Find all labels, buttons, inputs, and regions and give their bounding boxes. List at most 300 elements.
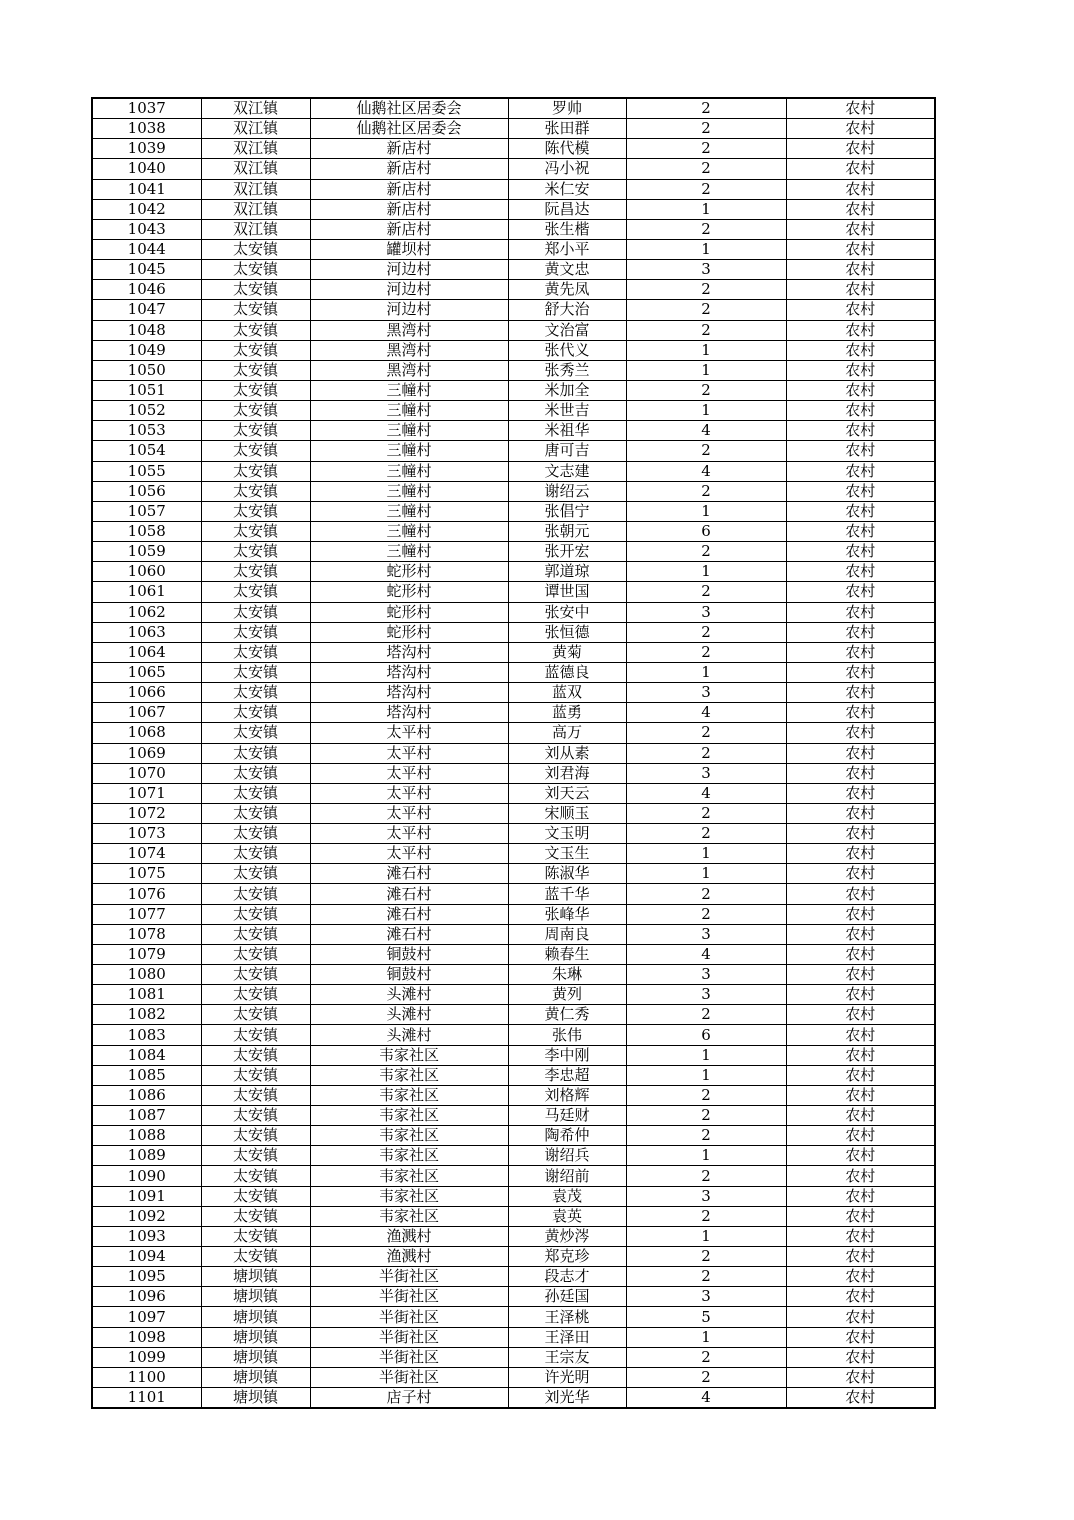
serial-number-cell: 1078 [92, 924, 201, 944]
table-row [92, 98, 935, 119]
category-cell: 农村 [786, 803, 935, 823]
town-cell: 太安镇 [201, 683, 310, 703]
table-row [92, 763, 935, 783]
village-cell: 渔溅村 [310, 1247, 508, 1267]
town-cell: 太安镇 [201, 1226, 310, 1246]
serial-number-cell: 1082 [92, 1005, 201, 1025]
table-row [92, 1126, 935, 1146]
name-cell: 宋顺玉 [508, 803, 626, 823]
town-cell: 太安镇 [201, 884, 310, 904]
town-cell: 塘坝镇 [201, 1367, 310, 1387]
village-cell: 韦家社区 [310, 1186, 508, 1206]
village-cell: 三幢村 [310, 521, 508, 541]
serial-number-cell: 1042 [92, 199, 201, 219]
household-size-cell: 1 [626, 562, 786, 582]
town-cell: 太安镇 [201, 1025, 310, 1045]
category-cell: 农村 [786, 1065, 935, 1085]
category-cell: 农村 [786, 320, 935, 340]
category-cell: 农村 [786, 421, 935, 441]
household-size-cell: 1 [626, 1226, 786, 1246]
category-cell: 农村 [786, 924, 935, 944]
table-row [92, 924, 935, 944]
town-cell: 太安镇 [201, 582, 310, 602]
village-cell: 太平村 [310, 824, 508, 844]
name-cell: 刘格辉 [508, 1085, 626, 1105]
table-row [92, 824, 935, 844]
village-cell: 罐坝村 [310, 239, 508, 259]
village-cell: 滩石村 [310, 864, 508, 884]
town-cell: 太安镇 [201, 340, 310, 360]
town-cell: 太安镇 [201, 300, 310, 320]
town-cell: 太安镇 [201, 542, 310, 562]
serial-number-cell: 1090 [92, 1166, 201, 1186]
serial-number-cell: 1072 [92, 803, 201, 823]
household-size-cell: 3 [626, 602, 786, 622]
town-cell: 太安镇 [201, 461, 310, 481]
village-cell: 半街社区 [310, 1367, 508, 1387]
town-cell: 太安镇 [201, 723, 310, 743]
table-row [92, 199, 935, 219]
table-row [92, 1247, 935, 1267]
name-cell: 文治富 [508, 320, 626, 340]
category-cell: 农村 [786, 965, 935, 985]
town-cell: 太安镇 [201, 924, 310, 944]
table-row [92, 501, 935, 521]
category-cell: 农村 [786, 743, 935, 763]
table-row [92, 642, 935, 662]
village-cell: 铜鼓村 [310, 944, 508, 964]
serial-number-cell: 1050 [92, 360, 201, 380]
village-cell: 韦家社区 [310, 1166, 508, 1186]
category-cell: 农村 [786, 1388, 935, 1409]
village-cell: 韦家社区 [310, 1106, 508, 1126]
category-cell: 农村 [786, 1005, 935, 1025]
town-cell: 太安镇 [201, 1166, 310, 1186]
table-row [92, 1106, 935, 1126]
town-cell: 双江镇 [201, 139, 310, 159]
name-cell: 陈代模 [508, 139, 626, 159]
table-row [92, 119, 935, 139]
serial-number-cell: 1071 [92, 783, 201, 803]
name-cell: 刘君海 [508, 763, 626, 783]
serial-number-cell: 1061 [92, 582, 201, 602]
town-cell: 太安镇 [201, 501, 310, 521]
name-cell: 张安中 [508, 602, 626, 622]
category-cell: 农村 [786, 1287, 935, 1307]
town-cell: 太安镇 [201, 602, 310, 622]
serial-number-cell: 1081 [92, 985, 201, 1005]
serial-number-cell: 1094 [92, 1247, 201, 1267]
town-cell: 太安镇 [201, 1085, 310, 1105]
town-cell: 太安镇 [201, 239, 310, 259]
serial-number-cell: 1044 [92, 239, 201, 259]
household-size-cell: 3 [626, 260, 786, 280]
table-row [92, 1186, 935, 1206]
category-cell: 农村 [786, 1146, 935, 1166]
village-cell: 河边村 [310, 300, 508, 320]
table-row [92, 1166, 935, 1186]
town-cell: 太安镇 [201, 1186, 310, 1206]
household-size-cell: 6 [626, 521, 786, 541]
category-cell: 农村 [786, 1045, 935, 1065]
serial-number-cell: 1100 [92, 1367, 201, 1387]
name-cell: 赖春生 [508, 944, 626, 964]
household-size-cell: 2 [626, 582, 786, 602]
household-size-cell: 4 [626, 461, 786, 481]
name-cell: 许光明 [508, 1367, 626, 1387]
village-cell: 新店村 [310, 199, 508, 219]
table-row [92, 260, 935, 280]
table-row [92, 1085, 935, 1105]
name-cell: 张田群 [508, 119, 626, 139]
table-row [92, 944, 935, 964]
name-cell: 刘从素 [508, 743, 626, 763]
category-cell: 农村 [786, 904, 935, 924]
household-size-cell: 2 [626, 1247, 786, 1267]
household-size-cell: 1 [626, 844, 786, 864]
serial-number-cell: 1073 [92, 824, 201, 844]
town-cell: 太安镇 [201, 904, 310, 924]
category-cell: 农村 [786, 884, 935, 904]
town-cell: 太安镇 [201, 280, 310, 300]
table-row [92, 602, 935, 622]
category-cell: 农村 [786, 441, 935, 461]
household-size-cell: 2 [626, 139, 786, 159]
table-row [92, 380, 935, 400]
household-size-cell: 2 [626, 280, 786, 300]
household-size-cell: 1 [626, 360, 786, 380]
serial-number-cell: 1093 [92, 1226, 201, 1246]
town-cell: 太安镇 [201, 965, 310, 985]
household-size-cell: 2 [626, 179, 786, 199]
town-cell: 太安镇 [201, 562, 310, 582]
name-cell: 王泽桃 [508, 1307, 626, 1327]
village-cell: 蛇形村 [310, 622, 508, 642]
name-cell: 谭世国 [508, 582, 626, 602]
record-table [91, 97, 936, 1409]
name-cell: 陈淑华 [508, 864, 626, 884]
category-cell: 农村 [786, 159, 935, 179]
household-size-cell: 4 [626, 421, 786, 441]
serial-number-cell: 1068 [92, 723, 201, 743]
category-cell: 农村 [786, 864, 935, 884]
village-cell: 滩石村 [310, 924, 508, 944]
serial-number-cell: 1074 [92, 844, 201, 864]
table-row [92, 884, 935, 904]
name-cell: 张生楷 [508, 219, 626, 239]
household-size-cell: 2 [626, 803, 786, 823]
name-cell: 高万 [508, 723, 626, 743]
name-cell: 谢绍前 [508, 1166, 626, 1186]
town-cell: 太安镇 [201, 521, 310, 541]
household-size-cell: 2 [626, 300, 786, 320]
village-cell: 半街社区 [310, 1267, 508, 1287]
table-row [92, 280, 935, 300]
household-size-cell: 5 [626, 1307, 786, 1327]
serial-number-cell: 1047 [92, 300, 201, 320]
category-cell: 农村 [786, 280, 935, 300]
category-cell: 农村 [786, 1367, 935, 1387]
name-cell: 米世吉 [508, 401, 626, 421]
town-cell: 双江镇 [201, 199, 310, 219]
village-cell: 渔溅村 [310, 1226, 508, 1246]
category-cell: 农村 [786, 562, 935, 582]
household-size-cell: 1 [626, 1327, 786, 1347]
serial-number-cell: 1088 [92, 1126, 201, 1146]
household-size-cell: 2 [626, 481, 786, 501]
village-cell: 三幢村 [310, 481, 508, 501]
name-cell: 蓝千华 [508, 884, 626, 904]
table-row [92, 239, 935, 259]
table-row [92, 683, 935, 703]
village-cell: 半街社区 [310, 1307, 508, 1327]
village-cell: 黑湾村 [310, 360, 508, 380]
name-cell: 蓝双 [508, 683, 626, 703]
village-cell: 太平村 [310, 844, 508, 864]
town-cell: 太安镇 [201, 703, 310, 723]
category-cell: 农村 [786, 703, 935, 723]
village-cell: 黑湾村 [310, 320, 508, 340]
household-size-cell: 2 [626, 441, 786, 461]
town-cell: 太安镇 [201, 401, 310, 421]
table-row [92, 1327, 935, 1347]
name-cell: 黄炒涔 [508, 1226, 626, 1246]
serial-number-cell: 1097 [92, 1307, 201, 1327]
village-cell: 三幢村 [310, 441, 508, 461]
village-cell: 太平村 [310, 723, 508, 743]
table-row [92, 904, 935, 924]
table-row [92, 219, 935, 239]
serial-number-cell: 1043 [92, 219, 201, 239]
household-size-cell: 1 [626, 199, 786, 219]
serial-number-cell: 1064 [92, 642, 201, 662]
serial-number-cell: 1077 [92, 904, 201, 924]
village-cell: 塔沟村 [310, 683, 508, 703]
household-size-cell: 4 [626, 1388, 786, 1409]
name-cell: 张朝元 [508, 521, 626, 541]
village-cell: 韦家社区 [310, 1065, 508, 1085]
table-row [92, 441, 935, 461]
name-cell: 唐可吉 [508, 441, 626, 461]
table-body [92, 98, 935, 1408]
table-row [92, 461, 935, 481]
name-cell: 郭道琼 [508, 562, 626, 582]
village-cell: 河边村 [310, 280, 508, 300]
name-cell: 谢绍云 [508, 481, 626, 501]
table-row [92, 562, 935, 582]
serial-number-cell: 1079 [92, 944, 201, 964]
household-size-cell: 3 [626, 985, 786, 1005]
category-cell: 农村 [786, 824, 935, 844]
category-cell: 农村 [786, 602, 935, 622]
name-cell: 文玉明 [508, 824, 626, 844]
village-cell: 半街社区 [310, 1327, 508, 1347]
serial-number-cell: 1089 [92, 1146, 201, 1166]
name-cell: 袁英 [508, 1206, 626, 1226]
name-cell: 张峰华 [508, 904, 626, 924]
name-cell: 张开宏 [508, 542, 626, 562]
household-size-cell: 1 [626, 501, 786, 521]
category-cell: 农村 [786, 1085, 935, 1105]
name-cell: 朱琳 [508, 965, 626, 985]
town-cell: 太安镇 [201, 944, 310, 964]
village-cell: 三幢村 [310, 501, 508, 521]
name-cell: 陶希仲 [508, 1126, 626, 1146]
serial-number-cell: 1058 [92, 521, 201, 541]
table-row [92, 542, 935, 562]
village-cell: 蛇形村 [310, 582, 508, 602]
category-cell: 农村 [786, 461, 935, 481]
village-cell: 三幢村 [310, 461, 508, 481]
household-size-cell: 2 [626, 642, 786, 662]
name-cell: 郑克珍 [508, 1247, 626, 1267]
name-cell: 刘天云 [508, 783, 626, 803]
town-cell: 太安镇 [201, 803, 310, 823]
serial-number-cell: 1045 [92, 260, 201, 280]
table-row [92, 864, 935, 884]
category-cell: 农村 [786, 481, 935, 501]
village-cell: 三幢村 [310, 380, 508, 400]
name-cell: 张秀兰 [508, 360, 626, 380]
serial-number-cell: 1099 [92, 1347, 201, 1367]
household-size-cell: 4 [626, 703, 786, 723]
village-cell: 塔沟村 [310, 662, 508, 682]
town-cell: 太安镇 [201, 481, 310, 501]
name-cell: 马廷财 [508, 1106, 626, 1126]
household-size-cell: 2 [626, 320, 786, 340]
town-cell: 太安镇 [201, 1106, 310, 1126]
serial-number-cell: 1098 [92, 1327, 201, 1347]
town-cell: 双江镇 [201, 179, 310, 199]
name-cell: 罗帅 [508, 98, 626, 119]
serial-number-cell: 1038 [92, 119, 201, 139]
category-cell: 农村 [786, 985, 935, 1005]
serial-number-cell: 1055 [92, 461, 201, 481]
household-size-cell: 3 [626, 763, 786, 783]
table-row [92, 803, 935, 823]
category-cell: 农村 [786, 340, 935, 360]
household-size-cell: 2 [626, 622, 786, 642]
town-cell: 塘坝镇 [201, 1327, 310, 1347]
village-cell: 韦家社区 [310, 1045, 508, 1065]
table-row [92, 1267, 935, 1287]
category-cell: 农村 [786, 521, 935, 541]
name-cell: 黄先凤 [508, 280, 626, 300]
town-cell: 太安镇 [201, 441, 310, 461]
household-size-cell: 2 [626, 542, 786, 562]
name-cell: 黄列 [508, 985, 626, 1005]
category-cell: 农村 [786, 1307, 935, 1327]
name-cell: 黄菊 [508, 642, 626, 662]
table-row [92, 401, 935, 421]
serial-number-cell: 1066 [92, 683, 201, 703]
household-size-cell: 1 [626, 1045, 786, 1065]
category-cell: 农村 [786, 1126, 935, 1146]
town-cell: 太安镇 [201, 642, 310, 662]
village-cell: 太平村 [310, 743, 508, 763]
category-cell: 农村 [786, 119, 935, 139]
village-cell: 新店村 [310, 179, 508, 199]
town-cell: 太安镇 [201, 1247, 310, 1267]
household-size-cell: 2 [626, 119, 786, 139]
name-cell: 王宗友 [508, 1347, 626, 1367]
village-cell: 韦家社区 [310, 1206, 508, 1226]
name-cell: 米仁安 [508, 179, 626, 199]
household-size-cell: 2 [626, 1126, 786, 1146]
serial-number-cell: 1051 [92, 380, 201, 400]
household-size-cell: 1 [626, 1065, 786, 1085]
household-size-cell: 2 [626, 1367, 786, 1387]
household-size-cell: 6 [626, 1025, 786, 1045]
table-row [92, 481, 935, 501]
serial-number-cell: 1076 [92, 884, 201, 904]
table-row [92, 1005, 935, 1025]
household-size-cell: 2 [626, 824, 786, 844]
household-size-cell: 2 [626, 1085, 786, 1105]
serial-number-cell: 1040 [92, 159, 201, 179]
household-size-cell: 1 [626, 1146, 786, 1166]
serial-number-cell: 1063 [92, 622, 201, 642]
category-cell: 农村 [786, 844, 935, 864]
household-size-cell: 2 [626, 884, 786, 904]
household-size-cell: 2 [626, 1267, 786, 1287]
village-cell: 新店村 [310, 219, 508, 239]
village-cell: 三幢村 [310, 421, 508, 441]
serial-number-cell: 1083 [92, 1025, 201, 1045]
serial-number-cell: 1069 [92, 743, 201, 763]
name-cell: 黄文忠 [508, 260, 626, 280]
table-row [92, 1025, 935, 1045]
serial-number-cell: 1039 [92, 139, 201, 159]
town-cell: 太安镇 [201, 985, 310, 1005]
town-cell: 太安镇 [201, 622, 310, 642]
category-cell: 农村 [786, 360, 935, 380]
name-cell: 米加全 [508, 380, 626, 400]
category-cell: 农村 [786, 763, 935, 783]
serial-number-cell: 1060 [92, 562, 201, 582]
town-cell: 双江镇 [201, 98, 310, 119]
table-row [92, 179, 935, 199]
category-cell: 农村 [786, 1267, 935, 1287]
category-cell: 农村 [786, 98, 935, 119]
category-cell: 农村 [786, 179, 935, 199]
household-size-cell: 3 [626, 683, 786, 703]
town-cell: 太安镇 [201, 864, 310, 884]
name-cell: 李忠超 [508, 1065, 626, 1085]
serial-number-cell: 1057 [92, 501, 201, 521]
household-size-cell: 1 [626, 340, 786, 360]
table-row [92, 783, 935, 803]
table-row [92, 159, 935, 179]
category-cell: 农村 [786, 1226, 935, 1246]
table-row [92, 421, 935, 441]
table-row [92, 1388, 935, 1409]
category-cell: 农村 [786, 1186, 935, 1206]
village-cell: 半街社区 [310, 1287, 508, 1307]
serial-number-cell: 1056 [92, 481, 201, 501]
serial-number-cell: 1101 [92, 1388, 201, 1409]
table-row [92, 1287, 935, 1307]
serial-number-cell: 1059 [92, 542, 201, 562]
table-row [92, 360, 935, 380]
serial-number-cell: 1075 [92, 864, 201, 884]
village-cell: 塔沟村 [310, 703, 508, 723]
serial-number-cell: 1091 [92, 1186, 201, 1206]
name-cell: 米祖华 [508, 421, 626, 441]
category-cell: 农村 [786, 582, 935, 602]
category-cell: 农村 [786, 139, 935, 159]
village-cell: 头滩村 [310, 1025, 508, 1045]
